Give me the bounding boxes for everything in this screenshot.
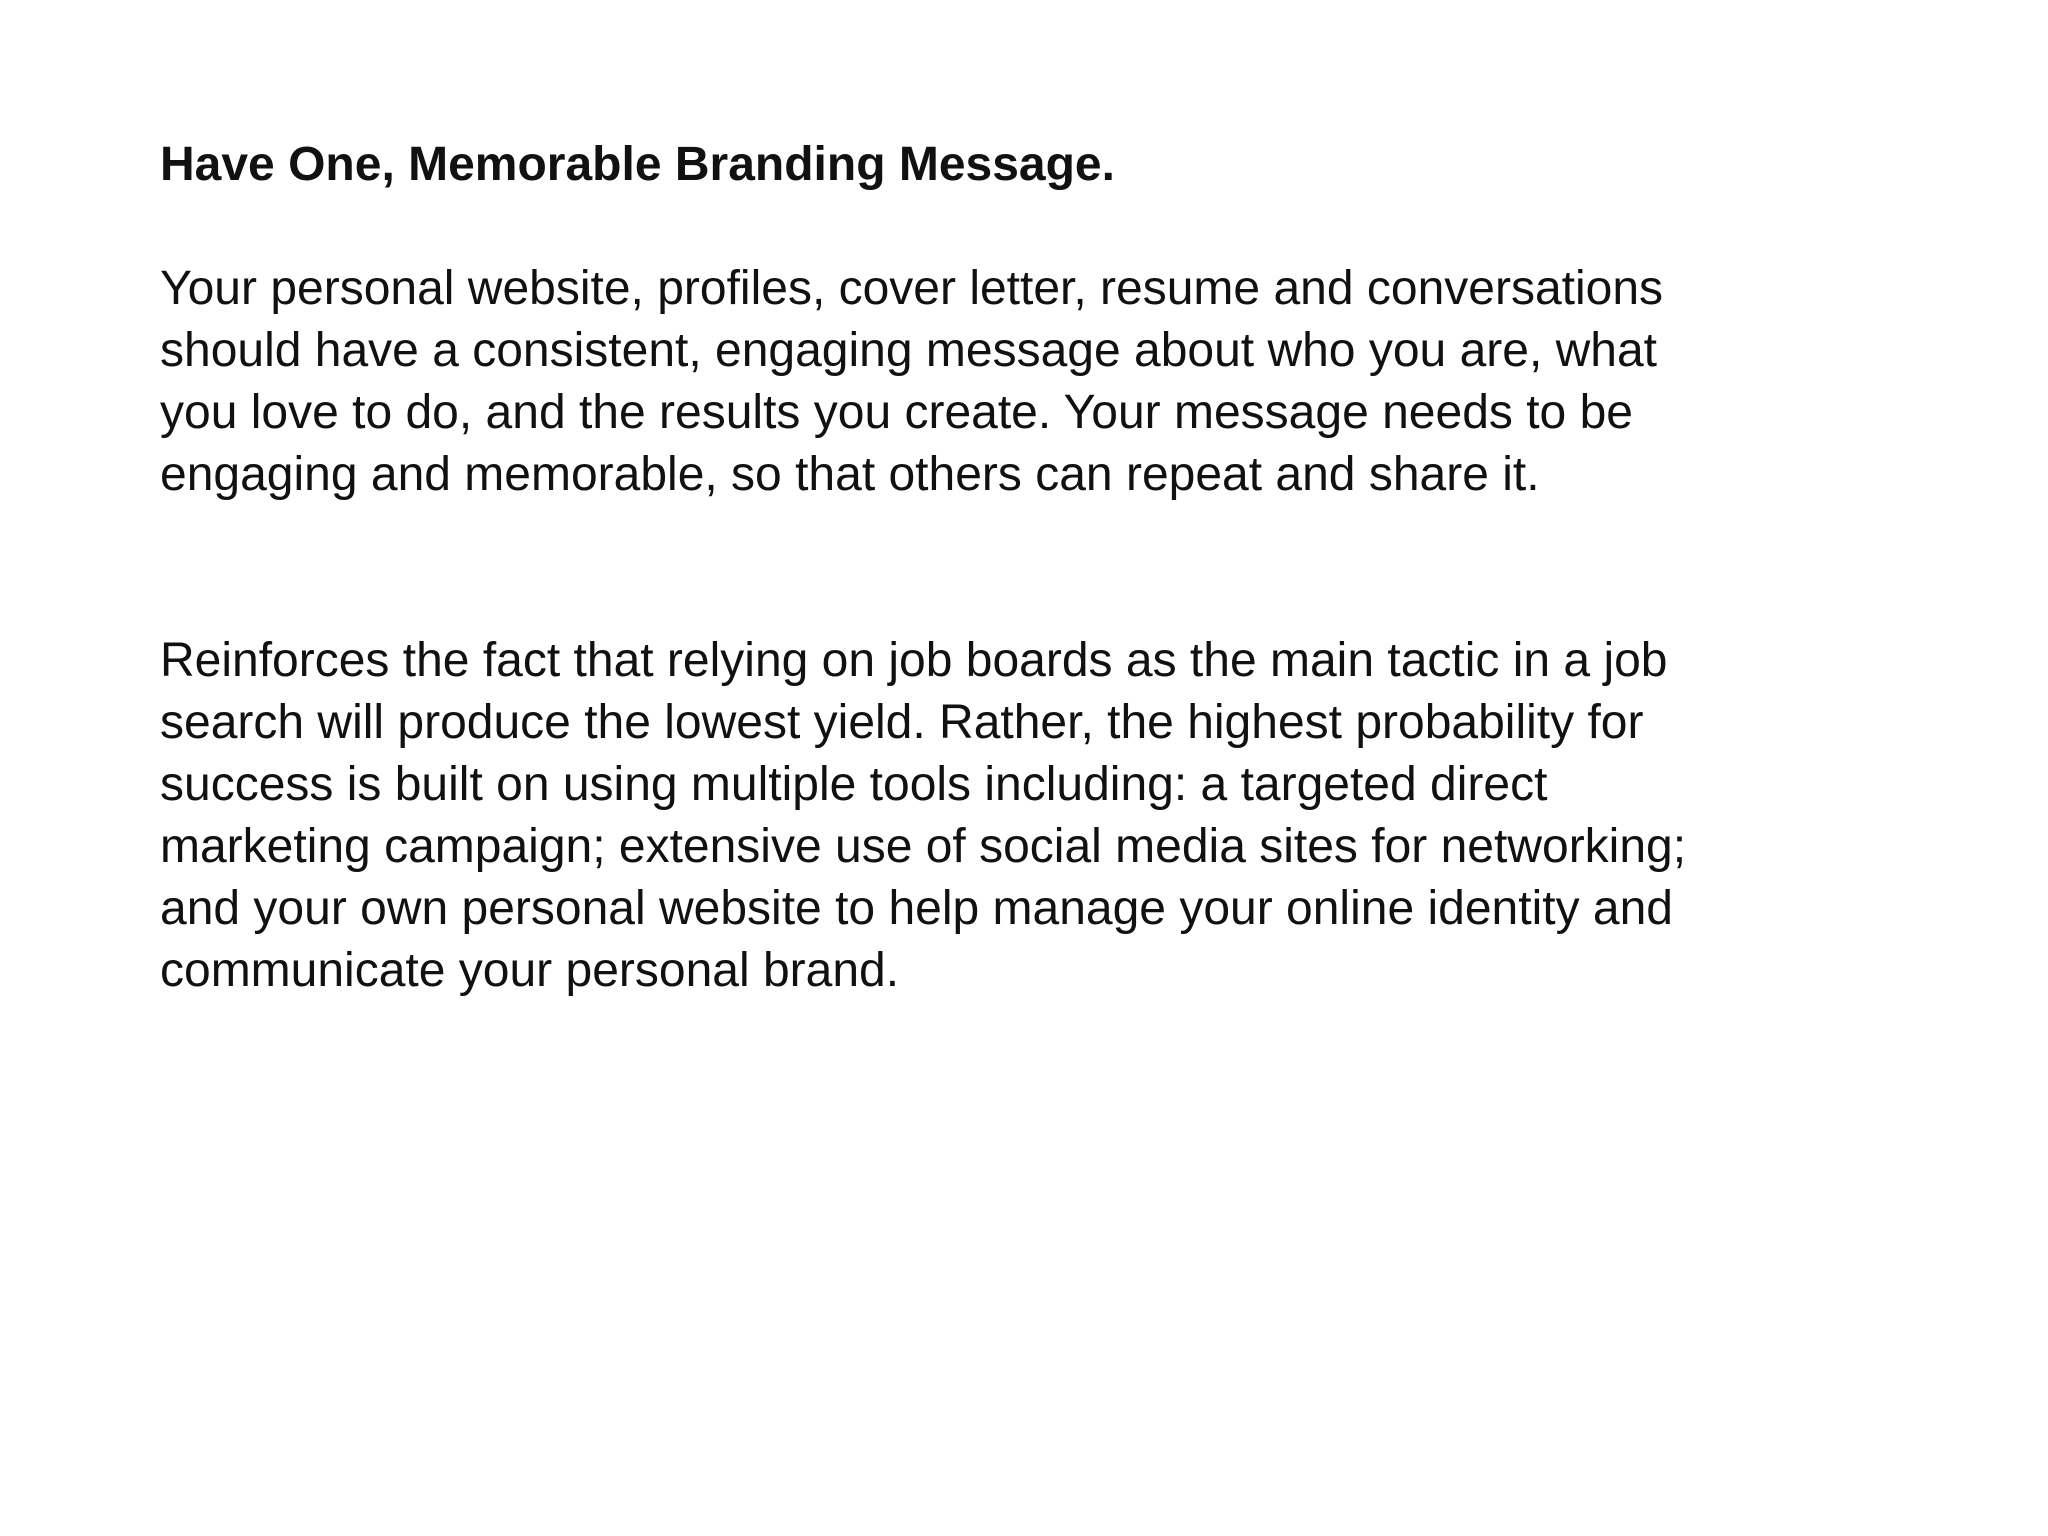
paragraph-line: Your personal website, profiles, cover letter, resume and conversations	[160, 262, 1664, 315]
paragraph-line: communicate your personal brand.	[160, 944, 900, 997]
paragraph-job-search-tools	[160, 630, 1840, 1002]
paragraph-line: should have a consistent, engaging message about who you are, what	[160, 324, 1657, 377]
paragraph-line: marketing campaign; extensive use of social media sites for networking;	[160, 820, 1687, 873]
paragraph-branding-message	[160, 258, 1840, 506]
paragraph-line: Reinforces the fact that relying on job boards as the main tactic in a job	[160, 634, 1668, 687]
paragraph-line: and your own personal website to help manage your online identity and	[160, 882, 1673, 935]
paragraph-line: search will produce the lowest yield. Rather, the highest probability for	[160, 696, 1644, 749]
page-title: Have One, Memorable Branding Message.	[160, 138, 1115, 191]
paragraph-line: engaging and memorable, so that others can repeat and share it.	[160, 448, 1540, 501]
paragraph-line: success is built on using multiple tools including: a targeted direct	[160, 758, 1548, 811]
document-content	[160, 134, 1840, 1002]
paragraph-line: you love to do, and the results you create. Your message needs to be	[160, 386, 1633, 439]
